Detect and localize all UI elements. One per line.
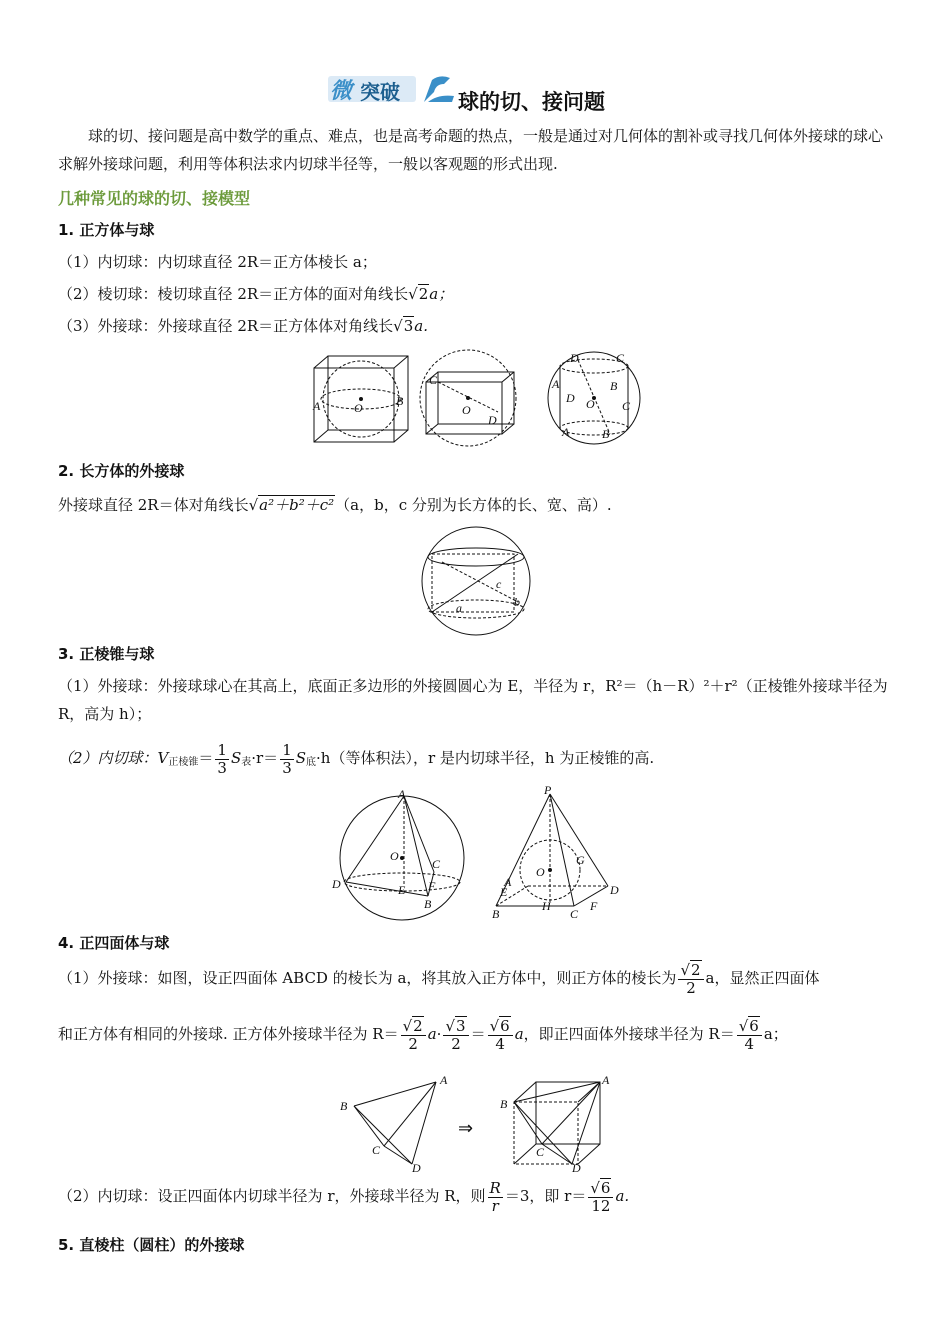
svg-text:b: b [514,595,520,609]
title-badge [328,72,456,106]
s1-line-3-text: （3）外接球：外接球直径 2R＝正方体体对角线长 [58,317,394,335]
s4-l2-pre: 和正方体有相同的外接球. 正方体外接球半径为 R＝ [58,1025,399,1043]
section-3-heading: 3. 正棱锥与球 [58,645,155,663]
s3-line-1: （1）外接球：外接球球心在其高上，底面正多边形的外接圆圆心为 E，半径为 r，R²＝（h－R）²＋r²（正棱锥外接球半径为 R，高为 h）； [58,677,888,723]
s1-radical-3: 3 [403,317,414,335]
s4-l2-mid: ，即正四面体外接球半径为 R＝ [523,1025,735,1043]
s2-text: 外接球直径 2R＝体对角线长 [58,496,249,514]
s1-line-2-end: a； [429,285,454,303]
s2-radical: a²＋b²＋c² [259,496,335,514]
s4-line-3 [58,1180,629,1214]
svg-text:A: A [602,1073,610,1087]
svg-text:P: P [544,786,552,797]
svg-text:A: A [504,875,512,889]
s1-radical-2: 2 [418,285,429,303]
svg-text:B: B [602,427,610,441]
svg-text:E: E [398,883,406,897]
frac-R-r: $\frac{R}{r}$ [489,1179,501,1215]
s3-l2-sub: 正棱锥 [168,757,199,768]
svg-text:E: E [500,885,508,899]
svg-text:D: D [332,877,341,891]
s3-l2-c: S [230,749,242,767]
implies-arrow: ⇒ [458,1118,474,1138]
svg-text:F: F [590,899,598,913]
section-1-heading: 1. 正方体与球 [58,221,155,239]
one-third-frac: $\frac{1}{3}$ [217,741,227,777]
frac-sqrt6-12: $\frac{√6}{12}$ [588,1180,613,1214]
svg-text:C: C [616,351,625,365]
intro-paragraph: 球的切、接问题是高中数学的重点、难点，也是高考命题的热点，一般是通过对几何体的割补或寻找几何体外接球的球心求解外接球问题，利用等体积法求内切球半径等，一般以客观题的形式出现. [58,127,884,173]
svg-text:D: D [412,1161,421,1174]
frac-sqrt2-2: $\frac{√2}{2}$ [401,1018,426,1052]
svg-text:A: A [313,399,321,413]
svg-text:C: C [570,907,579,921]
svg-text:D: D [572,1161,581,1174]
svg-text:C: C [536,1145,545,1159]
s1-line-2: （2）棱切球：棱切球直径 2R＝正方体的面对角线长√2a； [58,285,454,303]
svg-text:D: D [488,413,497,427]
s3-l2-sub2: 表 [241,757,252,768]
s2-line: 外接球直径 2R＝体对角线长√a²＋b²＋c²（a，b，c 分别为长方体的长、宽、高）. [58,496,612,514]
s1-line-3-end: a. [414,317,428,335]
s1-line-3: （3）外接球：外接球直径 2R＝正方体体对角线长√3a. [58,317,428,335]
pyramid-sphere-figures [328,786,628,926]
frac-sqrt3-2: $\frac{√3}{2}$ [443,1018,468,1052]
svg-text:O: O [586,397,595,411]
s4-l3-mid: ＝3，即 r＝ [504,1187,587,1205]
frac-sqrt6-4-b: $\frac{√6}{4}$ [737,1018,762,1052]
section-2-heading: 2. 长方体的外接球 [58,462,185,480]
svg-text:A: A [440,1073,448,1087]
s1-line-2-text: （2）棱切球：棱切球直径 2R＝正方体的面对角线长 [58,285,409,303]
svg-text:B: B [492,907,500,921]
svg-text:G: G [576,853,585,867]
badge-text: 突破 [360,80,400,104]
svg-text:A: A [562,425,570,439]
svg-text:C: C [432,857,441,871]
s4-l1-post: a，显然正四面体 [705,969,820,987]
tetrahedron-cube-figure [336,1072,626,1174]
s3-line-2 [58,742,654,776]
svg-text:O: O [536,865,545,879]
cuboid-sphere-figure [418,524,538,638]
s3-l2-d: ·r＝ [251,749,279,767]
svg-text:F: F [428,879,436,893]
s4-l3-end: a. [615,1187,630,1205]
sqrt2-over-2: $\frac{√2}{2}$ [678,962,703,996]
subtitle: 几种常见的球的切、接模型 [58,189,251,208]
svg-text:B: B [340,1099,348,1113]
svg-text:D: D [570,351,579,365]
s3-l2-a: （2）内切球：V [58,749,169,767]
s4-l2-end: a； [763,1025,788,1043]
s1-line-1: （1）内切球：内切球直径 2R＝正方体棱长 a； [58,253,377,271]
s4-line-1 [58,962,820,996]
svg-text:O: O [462,403,471,417]
svg-text:A: A [398,787,406,801]
svg-text:C: C [429,373,438,387]
svg-text:O: O [354,401,363,415]
section-5-heading: 5. 直棱柱（圆柱）的外接球 [58,1236,245,1254]
s3-l2-f: ·h（等体积法），r 是内切球半径，h 为正棱锥的高. [316,749,655,767]
svg-text:B: B [610,379,618,393]
svg-text:C: C [622,399,631,413]
s3-l2-e: S [295,749,307,767]
s4-line-2: 和正方体有相同的外接球. 正方体外接球半径为 R＝ $\frac{√2}{2}$ a· $\frac{√3}{2}$ ＝ $\frac{√6}{4}$ a，即正四面体外接球半径为 R＝ $\frac{√6}{4}$ a； [58,1017,788,1053]
s4-l1-pre: （1）外接球：如图，设正四面体 ABCD 的棱长为 a，将其放入正方体中，则正方体的棱长为 [58,969,677,987]
svg-text:a: a [456,601,462,615]
page-title: 球的切、接问题 [458,90,605,114]
svg-text:B: B [500,1097,508,1111]
svg-text:D: D [566,391,575,405]
svg-text:c: c [496,577,502,591]
svg-text:C: C [372,1143,381,1157]
section-4-heading: 4. 正四面体与球 [58,934,170,952]
badge-char: 微 [330,79,353,104]
s3-l2-sub3: 底 [306,757,317,768]
svg-text:H: H [542,899,551,913]
svg-text:O: O [390,849,399,863]
frac-sqrt6-4: $\frac{√6}{4}$ [488,1018,513,1052]
one-third-frac-2: $\frac{1}{3}$ [282,741,292,777]
svg-text:B: B [396,394,404,408]
s4-l3-pre: （2）内切球：设正四面体内切球半径为 r，外接球半径为 R，则 [58,1187,486,1205]
svg-text:A: A [552,377,560,391]
s3-l2-b: ＝ [198,749,214,767]
svg-text:D: D [610,883,619,897]
cube-sphere-figures [300,348,650,448]
svg-text:B: B [424,897,432,911]
s2-note: （a，b，c 分别为长方体的长、宽、高）. [335,496,612,514]
